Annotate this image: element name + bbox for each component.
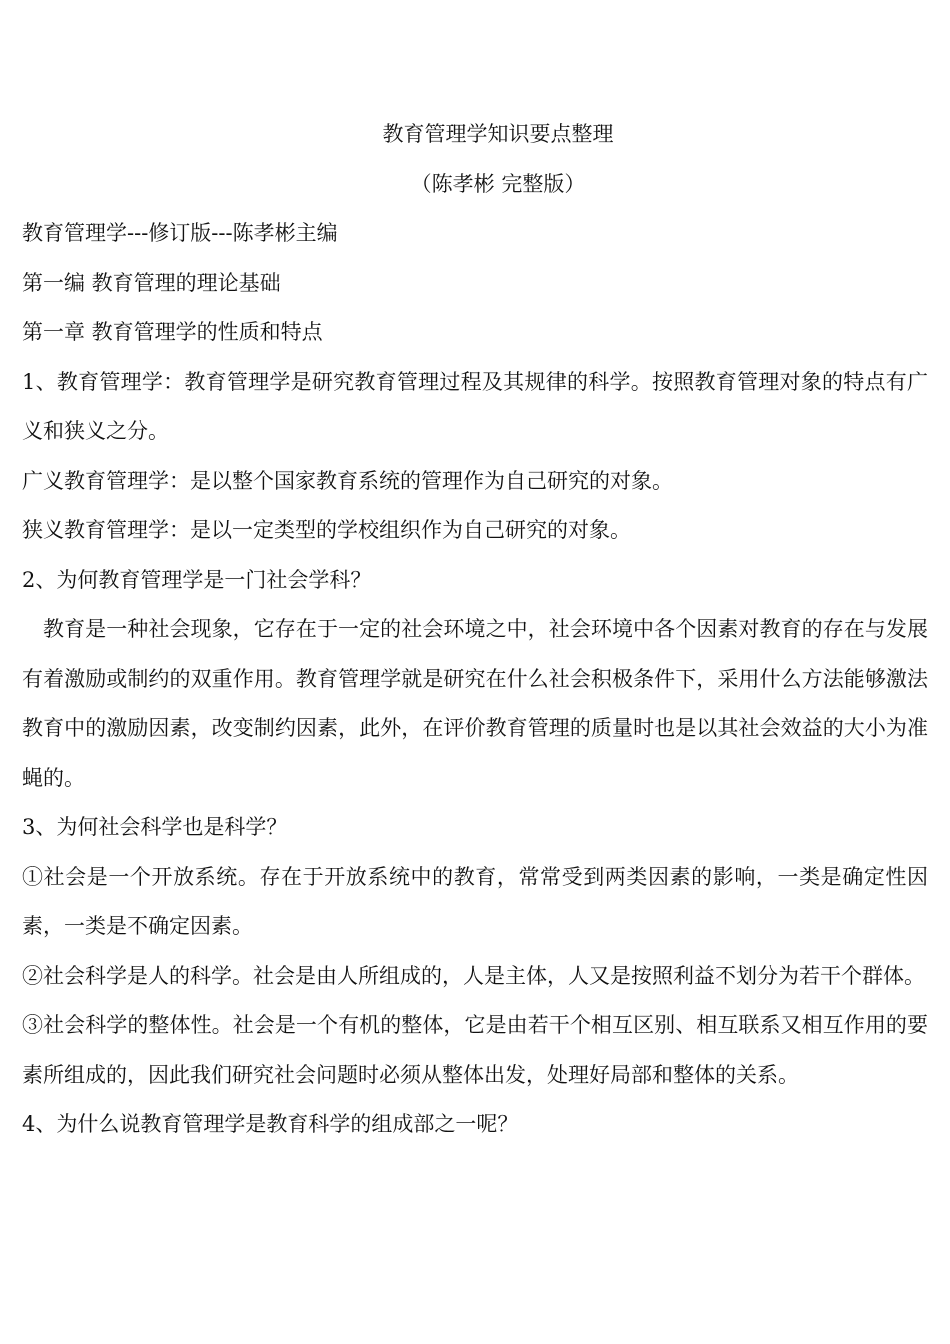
point-paragraph-3: ③社会科学的整体性。社会是一个有机的整体，它是由若干个相互区别、相互联系又相互作用的要素所组成的，因此我们研究社会问题时必须从整体出发，处理好局部和整体的关系。 xyxy=(22,1013,928,1087)
answer-paragraph-2: 教育是一种社会现象，它存在于一定的社会环境之中，社会环境中各个因素对教育的存在与发展有着激励或制约的双重作用。教育管理学就是研究在什么社会积极条件下，采用什么方法能够激法教育中的激励因素，改变制约因素，此外，在评价教育管理的质量时也是以其社会效益的大小为准蝇的。 xyxy=(22,617,928,790)
question-heading-3: 3、为何社会科学也是科学？ xyxy=(22,815,288,839)
question-heading-2: 2、为何教育管理学是一门社会学科？ xyxy=(22,567,372,592)
book-edition-line: 教育管理学---修订版---陈孝彬主编 xyxy=(22,221,338,245)
question-heading-4: 4、为什么说教育管理学是教育科学的组成部之一呢？ xyxy=(22,1112,519,1136)
broad-definition-paragraph: 广义教育管理学：是以整个国家教育系统的管理作为自己研究的对象。 xyxy=(22,468,673,493)
point-paragraph-2: ②社会科学是人的科学。社会是由人所组成的，人是主体，人又是按照利益不划分为若干个群体。 xyxy=(22,963,925,988)
document-subtitle: （陈孝彬 完整版） xyxy=(410,171,586,196)
chapter-heading: 第一章 教育管理学的性质和特点 xyxy=(22,320,323,344)
document-title: 教育管理学知识要点整理 xyxy=(382,122,614,146)
point-paragraph-1: ①社会是一个开放系统。存在于开放系统中的教育，常常受到两类因素的影响，一类是确定性因素，一类是不确定因素。 xyxy=(22,864,928,938)
part-heading: 第一编 教育管理的理论基础 xyxy=(22,270,281,295)
narrow-definition-paragraph: 狭义教育管理学：是以一定类型的学校组织作为自己研究的对象。 xyxy=(22,518,631,542)
definition-paragraph: 1、教育管理学：教育管理学是研究教育管理过程及其规律的科学。按照教育管理对象的特点有广义和狭义之分。 xyxy=(22,369,928,443)
